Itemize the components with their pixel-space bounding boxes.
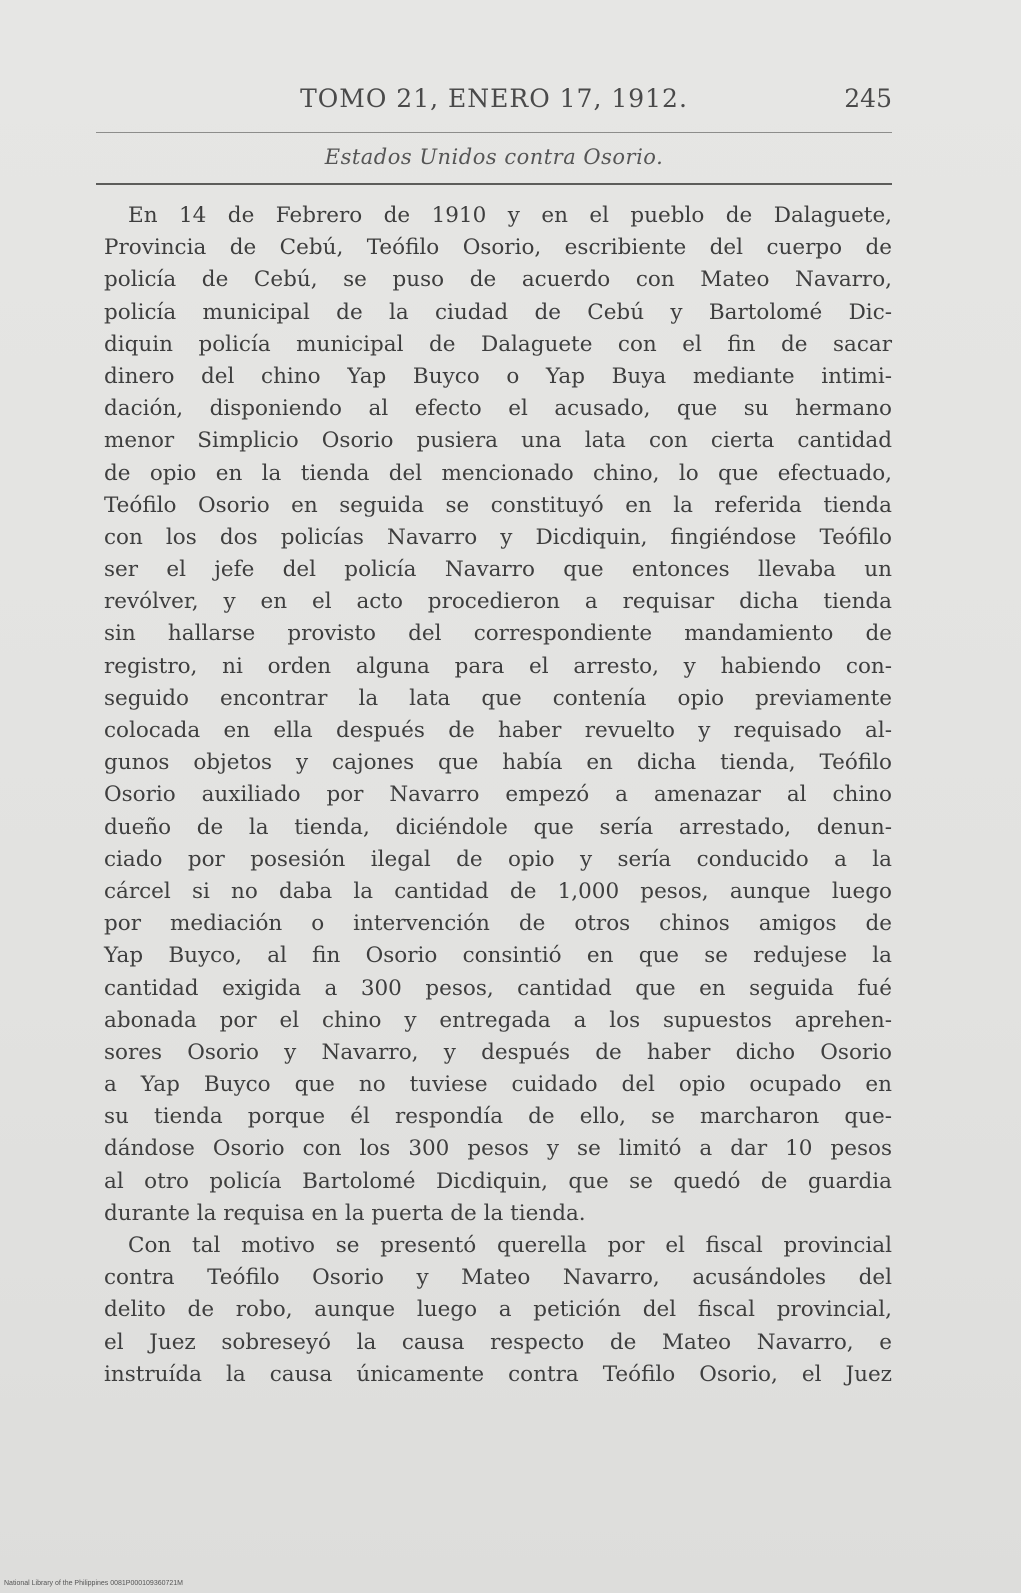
text-line: policía de Cebú, se puso de acuerdo con Mateo Navarro,: [104, 267, 892, 293]
text-line: Con tal motivo se presentó querella por el fiscal provincial: [128, 1233, 892, 1258]
text-line: Provincia de Cebú, Teófilo Osorio, escribiente del cuerpo de: [104, 235, 892, 261]
text-line: Osorio auxiliado por Navarro empezó a amenazar al chino: [104, 782, 892, 808]
text-line: Teófilo Osorio en seguida se constituyó en la referida tienda: [104, 492, 892, 518]
running-title: TOMO 21, ENERO 17, 1912.: [300, 84, 688, 113]
text-line: sin hallarse provisto del correspondiente mandamiento de: [104, 621, 892, 647]
text-line: sores Osorio y Navarro, y después de haber dicho Osorio: [104, 1039, 892, 1065]
text-line: dinero del chino Yap Buyco o Yap Buya mediante intimi-: [104, 363, 892, 389]
text-line: durante la requisa en la puerta de la tienda.: [104, 1200, 586, 1226]
text-line: policía municipal de la ciudad de Cebú y Bartolomé Dic-: [104, 299, 892, 325]
text-line: su tienda porque él respondía de ello, se marcharon que-: [104, 1104, 892, 1130]
text-line: contra Teófilo Osorio y Mateo Navarro, acusándoles del: [104, 1265, 892, 1291]
text-line: ser el jefe del policía Navarro que entonces llevaba un: [104, 557, 892, 583]
body-text: [104, 200, 892, 1391]
header-rule-thick: [96, 183, 892, 185]
text-line: seguido encontrar la lata que contenía opio previamente: [104, 685, 892, 711]
text-line: colocada en ella después de haber revuelto y requisado al-: [104, 718, 892, 743]
text-line: gunos objetos y cajones que había en dicha tienda, Teófilo: [104, 750, 892, 776]
header-rule-thin: [96, 132, 892, 133]
text-line: de opio en la tienda del mencionado chino, lo que efectuado,: [104, 460, 892, 486]
text-line: revólver, y en el acto procedieron a requisar dicha tienda: [104, 589, 892, 615]
text-line: el Juez sobreseyó la causa respecto de Mateo Navarro, e: [104, 1329, 892, 1355]
text-line: diquin policía municipal de Dalaguete con el fin de sacar: [104, 331, 892, 357]
text-line: dueño de la tienda, diciéndole que sería arrestado, denun-: [104, 814, 892, 840]
text-line: En 14 de Febrero de 1910 y en el pueblo de Dalaguete,: [128, 203, 892, 228]
text-line: con los dos policías Navarro y Dicdiquin, fingiéndose Teófilo: [104, 524, 892, 550]
text-line: ciado por posesión ilegal de opio y sería conducido a la: [104, 846, 892, 872]
text-line: cárcel si no daba la cantidad de 1,000 pesos, aunque luego: [104, 878, 892, 904]
text-line: instruída la causa únicamente contra Teófilo Osorio, el Juez: [104, 1361, 892, 1387]
text-line: cantidad exigida a 300 pesos, cantidad que en seguida fué: [104, 975, 892, 1001]
text-line: dación, disponiendo al efecto el acusado, que su hermano: [104, 396, 892, 422]
text-line: dándose Osorio con los 300 pesos y se limitó a dar 10 pesos: [104, 1136, 892, 1162]
footer-attribution: National Library of the Philippines 0081P000109360721M: [4, 1580, 184, 1587]
text-line: registro, ni orden alguna para el arresto, y habiendo con-: [104, 653, 892, 679]
page-number: 245: [844, 84, 892, 113]
text-line: al otro policía Bartolomé Dicdiquin, que se quedó de guardia: [104, 1168, 892, 1194]
case-title: Estados Unidos contra Osorio.: [324, 145, 664, 169]
text-line: abonada por el chino y entregada a los supuestos aprehen-: [104, 1007, 892, 1033]
text-line: por mediación o intervención de otros chinos amigos de: [104, 911, 892, 937]
text-line: a Yap Buyco que no tuviese cuidado del opio ocupado en: [104, 1072, 892, 1098]
text-line: Yap Buyco, al fin Osorio consintió en que se redujese la: [104, 943, 892, 969]
running-head: [96, 84, 892, 124]
text-line: delito de robo, aunque luego a petición del fiscal provincial,: [104, 1297, 892, 1323]
text-line: menor Simplicio Osorio pusiera una lata con cierta cantidad: [104, 428, 892, 454]
